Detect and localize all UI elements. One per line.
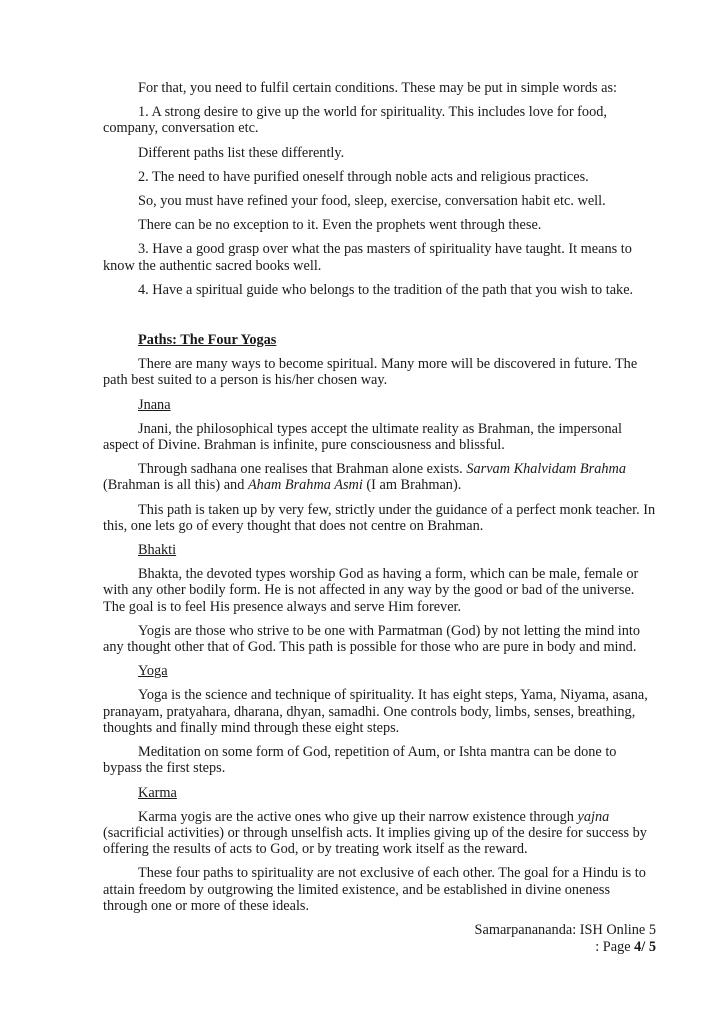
paragraph-jnana-1: Jnani, the philosophical types accept the ultimate reality as Brahman, the impersonal aspect of Divine. Brahman is infinite, pure consciousness and blissful.	[103, 420, 622, 454]
paragraph-paths-differ: Different paths list these differently.	[138, 144, 345, 161]
paragraph-condition-2: 2. The need to have purified oneself through noble acts and religious practices.	[138, 168, 589, 185]
italic-sanskrit-phrase: Aham Brahma Asmi	[247, 477, 363, 494]
text: (Brahman is all this) and	[103, 477, 248, 494]
text: (I am Brahman).	[362, 477, 462, 494]
heading-jnana: Jnana	[138, 396, 171, 413]
italic-sanskrit-word: yajna	[577, 808, 610, 825]
page-footer	[475, 922, 656, 955]
paragraph-condition-3: 3. Have a good grasp over what the pas masters of spirituality have taught. It means to know the authentic sacred books well.	[103, 241, 632, 274]
paragraph-jnana-2	[103, 461, 656, 493]
page-number: 4/ 5	[634, 938, 656, 955]
footer-page-indicator	[475, 939, 656, 956]
paragraph-condition-1: 1. A strong desire to give up the world for spirituality. This includes love for food, company, conversation etc.	[103, 104, 607, 137]
paragraph-bhakti-2: Yogis are those who strive to be one with Parmatman (God) by not letting the mind into any thought other that of God. This path is possible for those who are pure in body and mind.	[103, 622, 641, 656]
italic-sanskrit-phrase: Sarvam Khalvidam Brahma	[466, 461, 626, 478]
section-title: Paths: The Four Yogas	[138, 332, 277, 349]
footer-source: Samarpanananda: ISH Online 5	[474, 922, 656, 938]
heading-bhakti: Bhakti	[138, 542, 177, 559]
paragraph-jnana-3: This path is taken up by very few, strictly under the guidance of a perfect monk teacher. In this, one lets go of every thought that does not centre on Brahman.	[103, 501, 656, 534]
paragraph-no-exception: There can be no exception to it. Even the prophets went through these.	[138, 217, 542, 234]
section-spacer	[103, 306, 656, 332]
paragraph-condition-4: 4. Have a spiritual guide who belongs to the tradition of the path that you wish to take.	[138, 281, 634, 298]
text: Through sadhana one realises that Brahman alone exists.	[138, 461, 467, 478]
text: (sacrificial activities) or through unselfish acts. It implies giving up of the desire for success by offering the results of acts to God, or by treating work itself as the reward.	[103, 824, 647, 858]
heading-karma: Karma	[138, 784, 177, 801]
paragraph-conditions-intro: For that, you need to fulfil certain conditions. These may be put in simple words as:	[138, 80, 617, 96]
paragraph-refined-habits: So, you must have refined your food, sleep, exercise, conversation habit etc. well.	[138, 193, 606, 210]
heading-yoga: Yoga	[138, 663, 168, 680]
paragraph-bhakti-1: Bhakta, the devoted types worship God as having a form, which can be male, female or with any other bodily form. He is not affected in any way by the good or bad of the universe. The goal is to feel His presence always and serve Him forever.	[103, 566, 639, 615]
paragraph-section-intro: There are many ways to become spiritual. Many more will be discovered in future. The path best suited to a person is his/her chosen way.	[103, 356, 638, 389]
paragraph-karma-1	[103, 809, 656, 858]
paragraph-yoga-2: Meditation on some form of God, repetition of Aum, or Ishta mantra can be done to bypass the first steps.	[103, 744, 617, 777]
text: Karma yogis are the active ones who give up their narrow existence through	[138, 808, 578, 825]
document-page	[103, 80, 656, 922]
paragraph-conclusion: These four paths to spirituality are not exclusive of each other. The goal for a Hindu is to attain freedom by outgrowing the limited existence, and be established in divine oneness through one or more of these ideals.	[103, 865, 646, 914]
page-prefix: : Page	[595, 938, 635, 955]
paragraph-yoga-1: Yoga is the science and technique of spirituality. It has eight steps, Yama, Niyama, asana, pranayam, pratyahara, dharana, dhyan, samadhi. One controls body, limbs, senses, breathing, thoughts and finally mind through these eight steps.	[103, 687, 648, 736]
